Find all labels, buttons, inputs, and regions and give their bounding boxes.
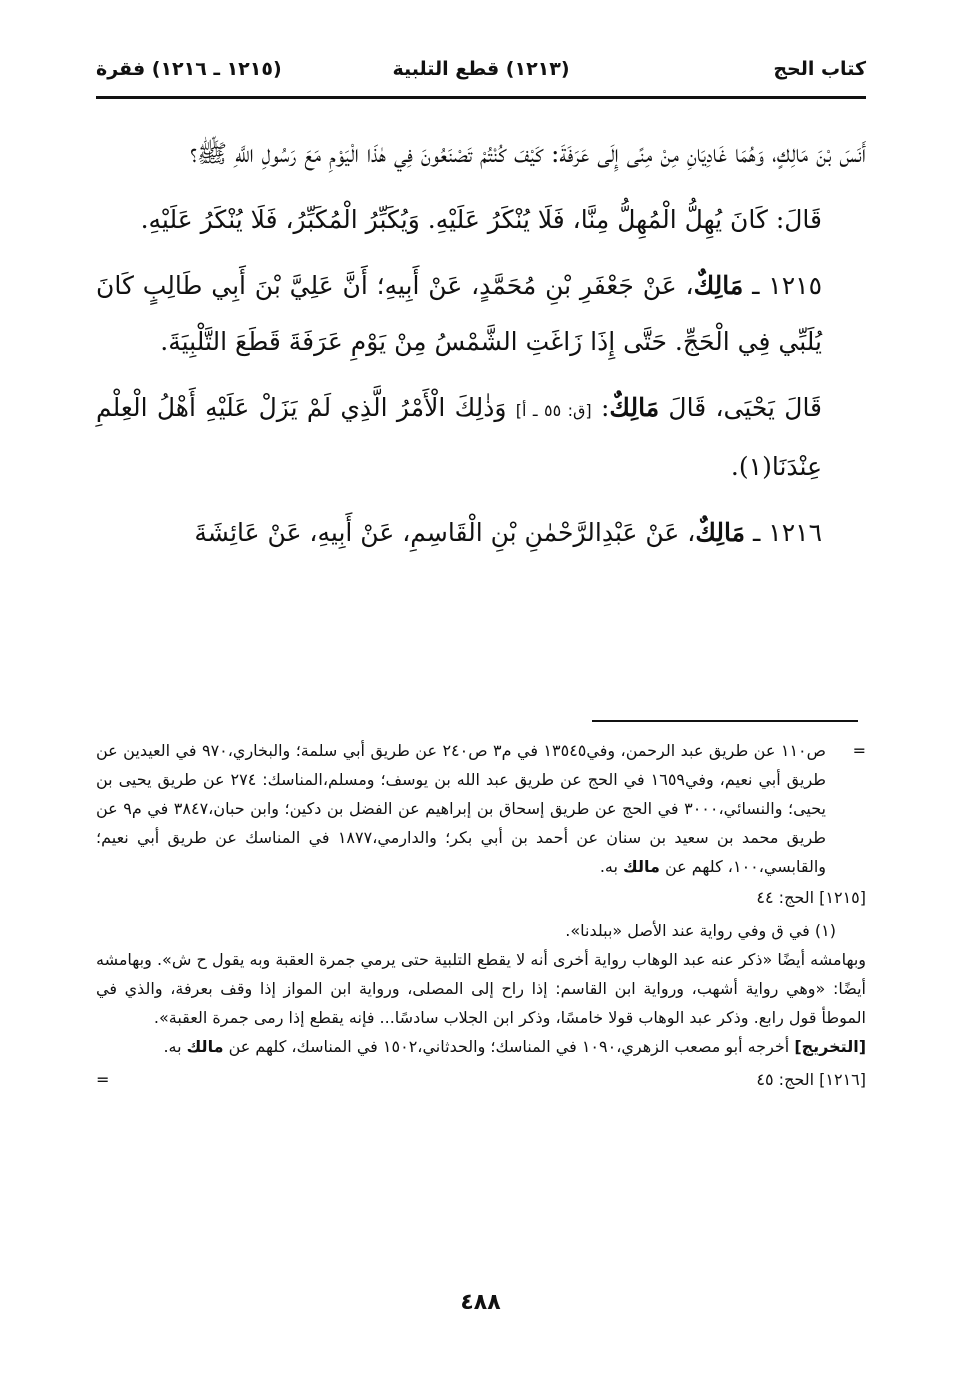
continuation-mark: = xyxy=(96,1070,110,1089)
takhrij: [التخريج] أخرجه أبو مصعب الزهري،١٠٩٠ في المناسك؛ والحدثاني،١٥٠٢ في المناسك، كلهم عن مالك به. xyxy=(163,1037,866,1056)
continuation-mark: = xyxy=(852,741,866,760)
page-number: ٤٨٨ xyxy=(460,1290,501,1315)
hadith-number: ١٢١٥ ـ xyxy=(752,271,822,300)
main-text xyxy=(96,126,866,571)
footnote-marker: (١) xyxy=(738,452,772,481)
narrator-name: مَالِكٌ xyxy=(695,518,746,547)
running-header xyxy=(96,58,866,88)
hadith-1216: ١٢١٦ ـ مَالِكٌ، عَنْ عَبْدِالرَّحْمٰنِ بْنِ الْقَاسِمِ، عَنْ أَبِيهِ، عَنْ عَائِشَةَ xyxy=(194,518,822,547)
paragraph-1: أَنَسَ بْنَ مَالِكٍ، وَهُمَا غَادِيَانِ مِنْ مِنًى إِلَى عَرَفَةَ: كَيْفَ كُنْتُمْ تَصْنَعُونَ فِي هٰذَا الْيَوْمِ مَعَ رَسُولِ اللَّهِ ﷺ؟ xyxy=(189,139,866,168)
footnote-continuation: = ص١١٠ عن طريق عبد الرحمن، وفي١٣٥٤٥ في م٣ ص٢٤٠ عن طريق أبي سلمة؛ والبخاري،٩٧٠ في العيدين عن طريق أبي نعيم، وفي١٦٥٩ في الحج عن طريق عبد الله بن يوسف؛ ومسلم،المناسك: ٢٧٤ عن طريق يحيى بن يحيى؛ والنسائي،٣٠٠٠ في الحج عن طريق إسحاق بن إبراهيم عن الفضل بن دكين؛ وابن حبان،٣٨٤٧ في م٩ عن طريق محمد بن سعيد بن سنان عن أحمد بن أبي بكر؛ والدارمي،١٨٧٧ في المناسك عن طريق أبي نعيم؛ والقابسي،١٠٠، كلهم عن مالك به. xyxy=(96,736,866,881)
paragraph-range: (١٢١٥ ـ ١٢١٦) فقرة xyxy=(96,58,282,80)
hadith-number: ١٢١٦ ـ xyxy=(753,518,822,547)
hadith-1215: ١٢١٥ ـ مَالِكٌ، عَنْ جَعْفَرِ بْنِ مُحَمَّدٍ، عَنْ أَبِيهِ؛ أَنَّ عَلِيَّ بْنَ أَبِي طَالِبٍ كَانَ يُلَبِّي فِي الْحَجِّ. حَتَّى إِذَا زَاغَتِ الشَّمْسُ مِنْ يَوْمِ عَرَفَةَ قَطَعَ التَّلْبِيَةَ. xyxy=(96,271,822,356)
section-title: (١٢١٣) قطع التلبية xyxy=(392,58,570,80)
cross-reference-1216-row xyxy=(96,1065,866,1094)
footnotes xyxy=(96,736,866,1094)
paragraph-yahya: قَالَ يَحْيَى، قَالَ مَالِكٌ: [ق: ٥٥ ـ أ] وَذٰلِكَ الْأَمْرُ الَّذِي لَمْ يَزَلْ عَلَيْهِ أَهْلُ الْعِلْمِ عِنْدَنَا(١). xyxy=(96,393,823,481)
narrator-name: مَالِكٌ xyxy=(609,393,660,422)
header-rule xyxy=(96,96,866,99)
manuscript-ref: [ق: ٥٥ ـ أ] xyxy=(515,401,592,420)
footnote-1: (١) في ق وفي رواية عند الأصل «ببلدنا». وبهامشه أيضًا «ذكر عنه عبد الوهاب رواية أخرى أنه لا يقطع التلبية حتى يرمي جمرة العقبة وبه يقول ح ش». وبهامشه أيضًا: «وهي رواية أشهب، ورواية ابن القاسم: إذا راح إلى المصلى، ورواية ابن المواز إذا وقف بعرفة، والذي في الموطأ قول رابع. وذكر عبد الوهاب قولا خامسًا، وذكر ابن الجلاب سادسًا... فإنه يقطع إذا رمى جمرة العقبة». [التخريج] أخرجه أبو مصعب الزهري،١٠٩٠ في المناسك؛ والحدثاني،١٥٠٢ في المناسك، كلهم عن مالك به. xyxy=(96,916,866,1061)
takhrij-label: [التخريج] xyxy=(794,1037,866,1056)
book-title: كتاب الحج xyxy=(773,58,866,80)
paragraph-2: قَالَ: كَانَ يُهِلُّ الْمُهِلُّ مِنَّا، فَلَا يُنْكَرُ عَلَيْهِ. وَيُكَبِّرُ الْمُكَبِّرُ، فَلَا يُنْكَرُ عَلَيْهِ. xyxy=(140,205,822,234)
cross-reference-1216: [١٢١٦] الحج: ٤٥ xyxy=(756,1070,866,1089)
footnote-rule xyxy=(592,720,858,722)
cross-reference-1215: [١٢١٥] الحج: ٤٤ xyxy=(756,888,866,907)
narrator-name: مَالِكٌ xyxy=(693,271,744,300)
